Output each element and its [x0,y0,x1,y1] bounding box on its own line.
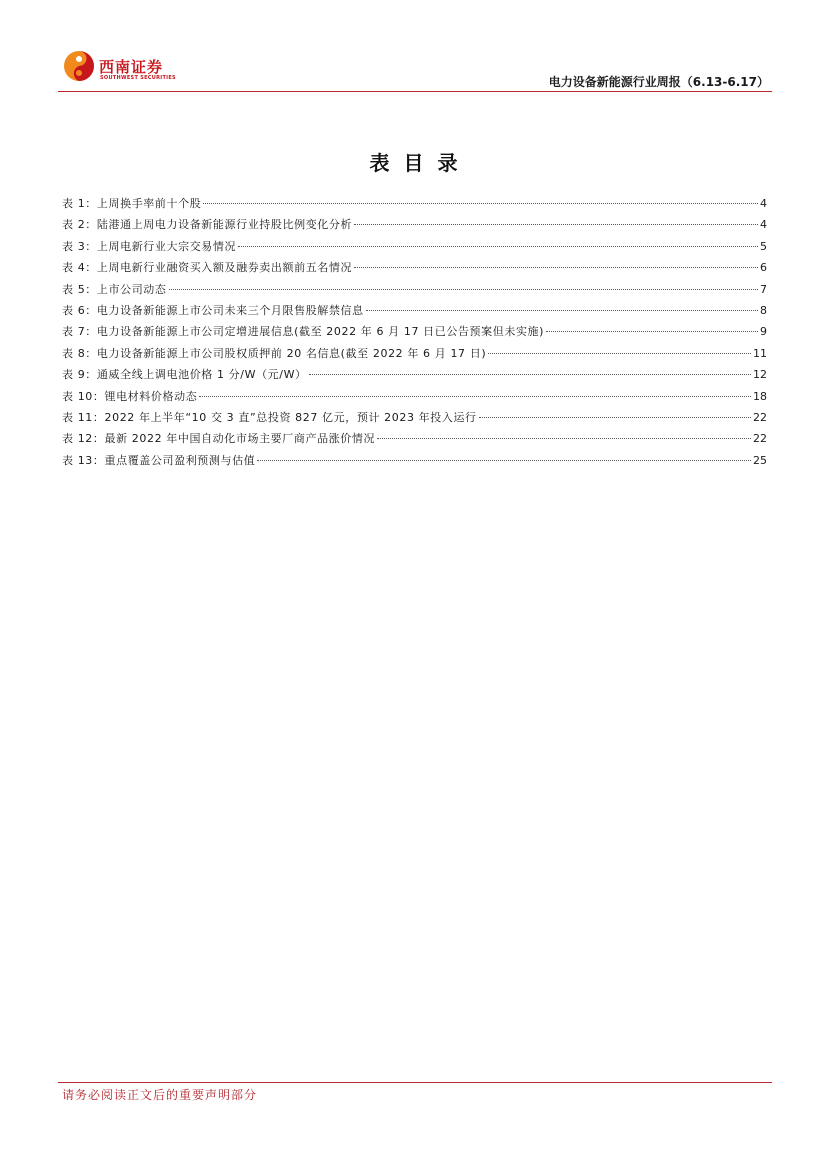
toc-entry-label[interactable]: 表 10：锂电材料价格动态 [62,389,198,403]
toc-entry[interactable] [62,409,767,430]
logo-emblem-icon [63,50,95,82]
toc-entry-page[interactable]: 18 [753,389,767,403]
toc-entry-label[interactable]: 表 8：电力设备新能源上市公司股权质押前 20 名信息(截至 2022 年 6 月 17 日) [62,346,487,360]
toc-entry[interactable] [62,323,767,344]
toc-entry-page[interactable]: 9 [760,325,767,339]
toc-dot-leader [366,310,758,311]
toc-entry-page[interactable]: 6 [760,261,767,275]
toc-entry-page[interactable]: 12 [753,368,767,382]
toc-entry-label[interactable]: 表 7：电力设备新能源上市公司定增进展信息(截至 2022 年 6 月 17 日已公告预案但未实施) [62,325,545,339]
toc-entry-page[interactable]: 4 [760,218,767,232]
toc-entry-label[interactable]: 表 6：电力设备新能源上市公司未来三个月限售股解禁信息 [62,303,364,317]
toc-dot-leader [354,224,758,225]
toc-dot-leader [199,396,751,397]
toc-entry-label[interactable]: 表 3：上周电新行业大宗交易情况 [62,239,237,253]
toc-entry[interactable] [62,216,767,237]
toc-entry[interactable] [62,195,767,216]
footer-disclaimer: 请务必阅读正文后的重要声明部分 [62,1088,258,1102]
report-title: 电力设备新能源行业周报（6.13-6.17） [548,75,769,89]
toc-dot-leader [354,267,758,268]
toc-entry-page[interactable]: 5 [760,239,767,253]
toc-dot-leader [257,460,751,461]
toc-entry[interactable] [62,388,767,409]
header-divider [58,91,772,92]
page-header [0,0,827,95]
toc-entry[interactable] [62,452,767,473]
logo-english-name: SOUTHWEST SECURITIES [100,75,176,81]
toc-entry-label[interactable]: 表 4：上周电新行业融资买入额及融券卖出额前五名情况 [62,261,353,275]
toc-heading: 表目录 [369,151,472,175]
toc-entry-page[interactable]: 22 [753,410,767,424]
toc-dot-leader [238,246,758,247]
toc-entry[interactable] [62,302,767,323]
toc-entry-label[interactable]: 表 12：最新 2022 年中国自动化市场主要厂商产品涨价情况 [62,432,376,446]
toc-entry-label[interactable]: 表 5：上市公司动态 [62,282,167,296]
toc-entry-page[interactable]: 22 [753,432,767,446]
company-logo [63,50,176,86]
toc-entry-label[interactable]: 表 13：重点覆盖公司盈利预测与估值 [62,453,256,467]
toc-dot-leader [488,353,751,354]
toc-entry-page[interactable]: 4 [760,197,767,210]
toc-entry-label[interactable]: 表 2：陆港通上周电力设备新能源行业持股比例变化分析 [62,218,353,232]
toc-entry-label[interactable]: 表 11：2022 年上半年“10 交 3 直”总投资 827 亿元，预计 2023 年投入运行 [62,410,477,424]
toc-entry-page[interactable]: 25 [753,453,767,467]
toc-dot-leader [377,438,751,439]
logo-chinese-name: 西南证券 [99,58,164,76]
toc-dot-leader [309,374,751,375]
toc-entry-label[interactable]: 表 1：上周换手率前十个股 [62,197,202,210]
toc-entry[interactable] [62,430,767,451]
toc-entry-label[interactable]: 表 9：通威全线上调电池价格 1 分/W（元/W） [62,368,307,382]
toc-dot-leader [479,417,751,418]
toc-dot-leader [169,289,759,290]
toc-dot-leader [203,203,758,204]
toc-entry-page[interactable]: 8 [760,303,767,317]
toc-dot-leader [546,331,758,332]
toc-entry[interactable] [62,281,767,302]
toc-entry[interactable] [62,345,767,366]
table-of-contents [62,195,767,473]
toc-entry-page[interactable]: 11 [753,346,767,360]
toc-entry-page[interactable]: 7 [760,282,767,296]
toc-entry[interactable] [62,259,767,280]
toc-entry[interactable] [62,366,767,387]
footer-divider [58,1082,772,1083]
toc-entry[interactable] [62,238,767,259]
